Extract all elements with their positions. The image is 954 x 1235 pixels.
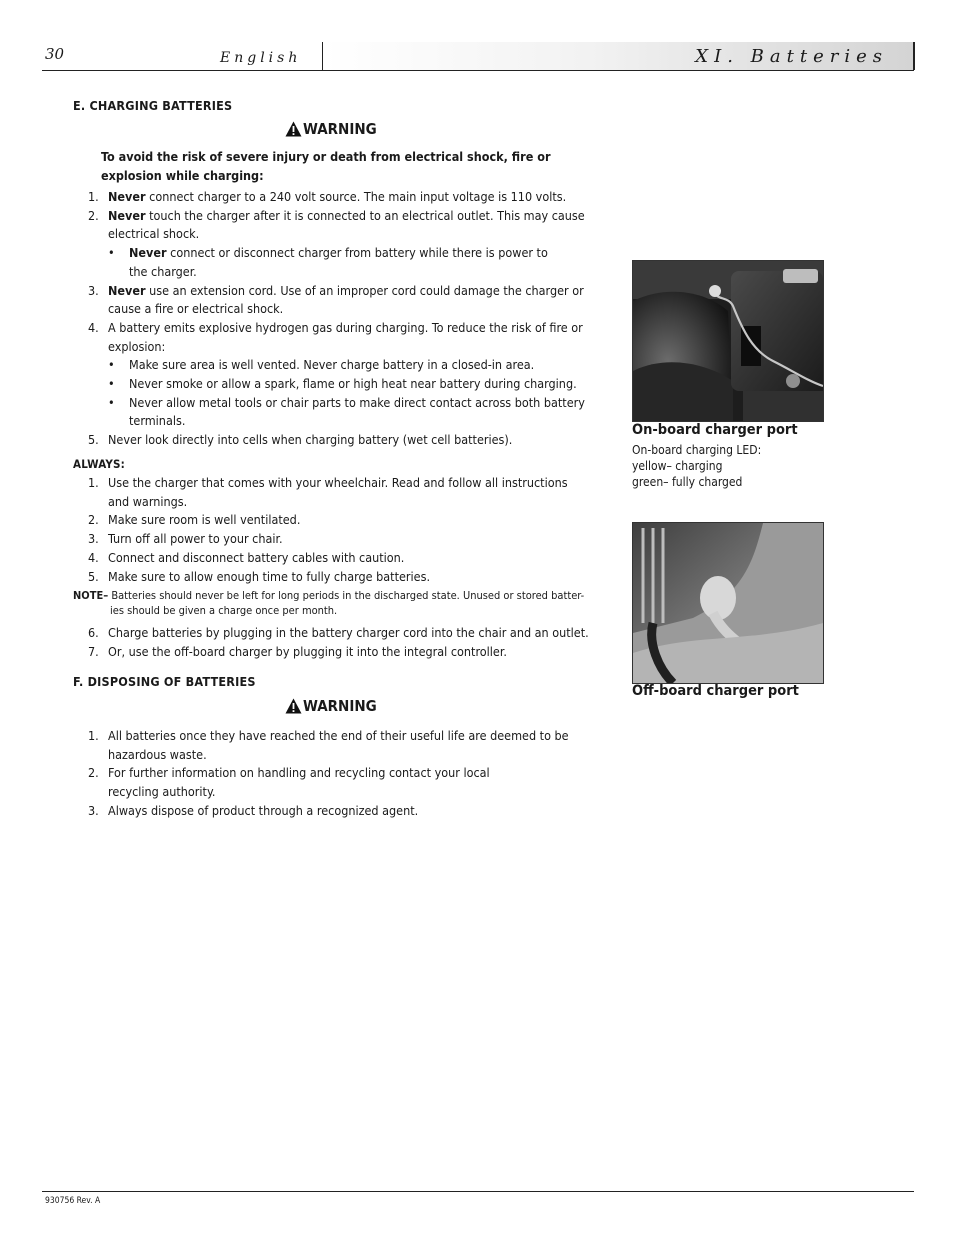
onboard-caption: On-board charger port — [632, 422, 798, 438]
list-item: 7. Or, use the off-board charger by plugging it into the integral controller. — [88, 643, 507, 659]
list-item: 1. Never connect charger to a 240 volt source. The main input voltage is 110 volts. — [88, 189, 567, 204]
more-list — [88, 624, 603, 661]
list-item: 3. Turn off all power to your chair. — [88, 531, 283, 547]
onboard-charger-photo — [632, 260, 824, 422]
list-item: 2. Never touch the charger after it is connected to an electrical outlet. This may cause electrical shock. — [88, 207, 585, 242]
chapter-title: XI. Batteries — [695, 46, 888, 67]
list-item: 3. Never use an extension cord. Use of an improper cord could damage the charger or cause a fire or electrical shock. — [88, 282, 584, 317]
language-label: English — [220, 50, 302, 66]
warning-label: WARNING — [303, 120, 377, 138]
page-number: 30 — [45, 45, 65, 63]
list-item: 1. Use the charger that comes with your wheelchair. Read and follow all instructions and warnings. — [88, 475, 568, 509]
always-label: ALWAYS: — [73, 457, 125, 471]
onboard-charger-illustration — [633, 261, 823, 421]
list-sub-item: • Make sure area is well vented. Never charge battery in a closed-in area. — [108, 357, 535, 373]
note-label: NOTE– — [73, 589, 109, 602]
list-item: 4. A battery emits explosive hydrogen gas during charging. To reduce the risk of fire or explosion: — [88, 319, 583, 354]
list-item: 2. Make sure room is well ventilated. — [88, 512, 301, 528]
disposal-list — [88, 727, 603, 821]
onboard-green-line: green– fully charged — [632, 475, 743, 489]
list-item: 3. Always dispose of product through a recognized agent. — [88, 802, 419, 818]
warning-heading-f — [285, 697, 377, 715]
list-sub-item: • Never allow metal tools or chair parts to make direct contact across both battery terminals. — [108, 394, 585, 429]
list-item: 5. Never look directly into cells when charging battery (wet cell batteries). — [88, 432, 513, 448]
offboard-caption: Off-board charger port — [632, 683, 799, 699]
warning-label: WARNING — [303, 697, 377, 715]
header-rule — [42, 70, 914, 71]
doc-number: 930756 Rev. A — [45, 1196, 101, 1206]
list-item: 2. For further information on handling and recycling contact your local recycling authority. — [88, 765, 490, 800]
list-item: 4. Connect and disconnect battery cables with caution. — [88, 549, 405, 565]
list-sub-item: • Never smoke or allow a spark, flame or high heat near battery during charging. — [108, 376, 577, 392]
list-sub-item: • Never connect or disconnect charger from battery while there is power to the charger. — [108, 245, 548, 279]
note-line-1: Batteries should never be left for long periods in the discharged state. Unused or stored batter- — [111, 589, 585, 602]
section-f-heading: F. DISPOSING OF BATTERIES — [73, 674, 256, 689]
warning-list-e — [88, 188, 603, 450]
onboard-led-line: On-board charging LED: — [632, 443, 762, 457]
onboard-caption-details — [632, 442, 761, 490]
warning-lead: To avoid the risk of severe injury or death from electrical shock, fire or explosion while charging: — [101, 149, 551, 183]
warning-triangle-icon — [285, 698, 302, 714]
offboard-charger-photo — [632, 522, 824, 684]
footer-rule — [42, 1191, 914, 1192]
list-item: 5. Make sure to allow enough time to fully charge batteries. — [88, 568, 431, 584]
note — [73, 588, 603, 618]
always-list — [88, 474, 603, 586]
warning-triangle-icon — [285, 121, 302, 137]
list-item: 1. All batteries once they have reached the end of their useful life are deemed to be hazardous waste. — [88, 728, 569, 762]
note-line-2: ies should be given a charge once per month. — [110, 604, 338, 617]
warning-heading-e — [285, 120, 377, 138]
section-e-heading: E. CHARGING BATTERIES — [73, 98, 233, 113]
onboard-yellow-line: yellow– charging — [632, 459, 723, 473]
list-item: 6. Charge batteries by plugging in the battery charger cord into the chair and an outlet. — [88, 625, 589, 640]
offboard-charger-illustration — [633, 523, 823, 683]
